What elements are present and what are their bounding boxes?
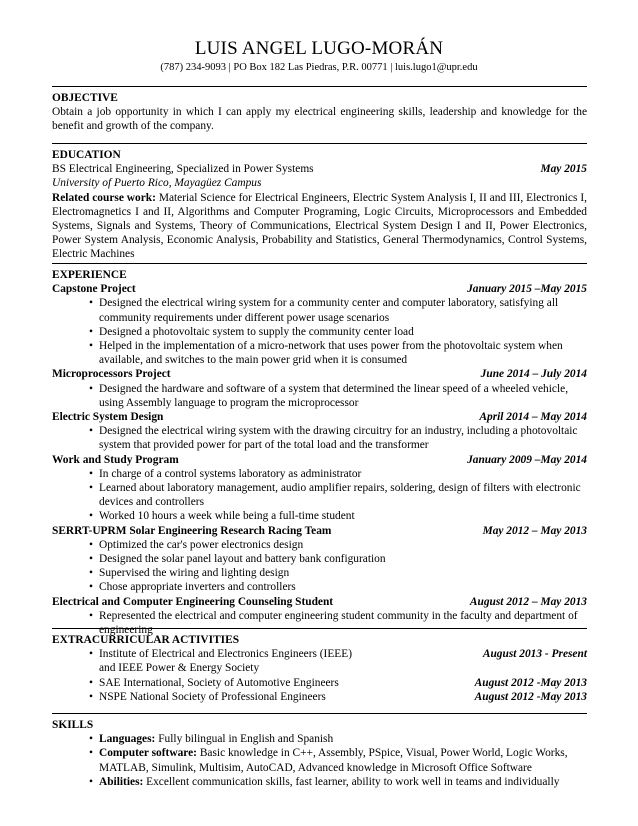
skill-text: Fully bilingual in English and Spanish [158,733,334,746]
coursework [52,191,587,262]
role-date: June 2014 – July 2014 [480,368,587,381]
school: University of Puerto Rico, Mayagüez Campus [52,177,262,190]
objective-text: Obtain a job opportunity in which I can apply my electrical engineering skills, leadership and knowledge for the benefit and growth of the company. [52,106,587,133]
experience-entry [52,410,587,453]
skill-item [92,775,587,789]
education-title: EDUCATION [52,149,121,161]
skill-item [92,732,587,746]
skill-label: Abilities: [99,775,144,788]
activity-date: August 2012 -May 2013 [474,690,587,703]
activity-item [92,676,587,690]
extracurricular-title: EXTRACURRICULAR ACTIVITIES [52,634,240,646]
activity-name: • SAE International, Society of Automotive Engineers [99,676,339,689]
bullet: • Designed a photovoltaic system to supply the community center load [92,325,587,339]
bullet: • Worked 10 hours a week while being a full-time student [92,509,587,523]
degree: BS Electrical Engineering, Specialized in Power Systems [52,163,314,176]
bullet: • Represented the electrical and computer engineering student community in the faculty and department of engineering [92,609,587,637]
experience-section [52,263,587,637]
skill-text: Basic knowledge in C++, Assembly, PSpice, Visual, Power World, Logic Works, MATLAB, Simulink, Multisim, AutoCAD, Advanced knowledge in Microsoft Office Software [99,747,568,774]
activity-name-cont: and IEEE Power & Energy Society [99,662,260,675]
education-section [52,143,587,262]
experience-entry [52,453,587,524]
objective-section [52,86,587,134]
skill-label: Languages: [99,733,156,746]
role-date: January 2015 –May 2015 [467,283,587,296]
role-date: May 2012 – May 2013 [482,524,587,537]
bullet: • Designed the hardware and software of a system that determined the linear speed of a wheeled vehicle, using Assembly language to program the microprocessor [92,382,587,410]
skill-text: Excellent communication skills, fast learner, ability to work well in teams and individually [146,775,560,788]
activity-name: • Institute of Electrical and Electronics Engineers (IEEE) [99,648,353,661]
role-date: August 2012 – May 2013 [469,595,587,608]
bullet: • Designed the solar panel layout and battery bank configuration [92,552,587,566]
activity-item [92,647,587,675]
experience-title: EXPERIENCE [52,269,127,281]
coursework-text: Material Science for Electrical Engineers, Electric System Analysis I, II and III, Electronics I, Electromagnetics I and II, Algorithms and Computer Programing, Logic Circuits, Microprocessors and Embedded Systems, Signals and Systems, Theory of Communications, Electrical System Design I and II, Power Electronics, Power System Analysis, Economic Analysis, Probability and Statistics, General Thermodynamics, Control Systems, Electric Machines [52,191,587,261]
activity-name: • NSPE National Society of Professional Engineers [99,690,326,703]
role: Capstone Project [52,283,136,296]
resume-name: LUIS ANGEL LUGO-MORÁN [194,38,444,59]
role-date: April 2014 – May 2014 [479,411,587,424]
bullet: • Helped in the implementation of a micro-network that uses power from the photovoltaic system when available, and switches to the main power grid when it is consumed [92,339,587,367]
skills-title: SKILLS [52,719,94,731]
bullet: • Chose appropriate inverters and controllers [92,580,587,594]
activity-date: August 2013 - Present [482,648,587,661]
activity-item [92,690,587,704]
activity-date: August 2012 -May 2013 [474,676,587,689]
bullet: • Designed the electrical wiring system with the drawing circuitry for an industry, including a photovoltaic system that provided power for part of the total load and the transformer [92,424,587,452]
bullet: • In charge of a control systems laboratory as administrator [92,467,587,481]
contact-line: (787) 234-9093 | PO Box 182 Las Piedras, P.R. 00771 | luis.lugo1@upr.edu [160,62,478,73]
role: SERRT-UPRM Solar Engineering Research Racing Team [52,524,332,537]
role: Electric System Design [52,411,164,424]
skill-item [92,746,587,774]
coursework-label: Related course work: [52,191,156,204]
skill-label: Computer software: [99,747,197,760]
bullet: • Optimized the car's power electronics design [92,538,587,552]
experience-entry [52,282,587,367]
role-date: January 2009 –May 2014 [467,453,587,466]
skills-section [52,713,587,789]
bullet: • Learned about laboratory management, audio amplifier repairs, soldering, design of filters with electronic devices and controllers [92,481,587,509]
role: Work and Study Program [52,453,179,466]
bullet: • Designed the electrical wiring system for a community center and computer laboratory, satisfying all community requirements under different power usage scenarios [92,296,587,324]
experience-entry [52,367,587,410]
role: Electrical and Computer Engineering Counseling Student [52,595,334,608]
degree-date: May 2015 [540,163,587,176]
bullet: • Supervised the wiring and lighting design [92,566,587,580]
role: Microprocessors Project [52,368,171,381]
extracurricular-section [52,628,587,704]
experience-entry [52,524,587,595]
objective-title: OBJECTIVE [52,92,118,104]
